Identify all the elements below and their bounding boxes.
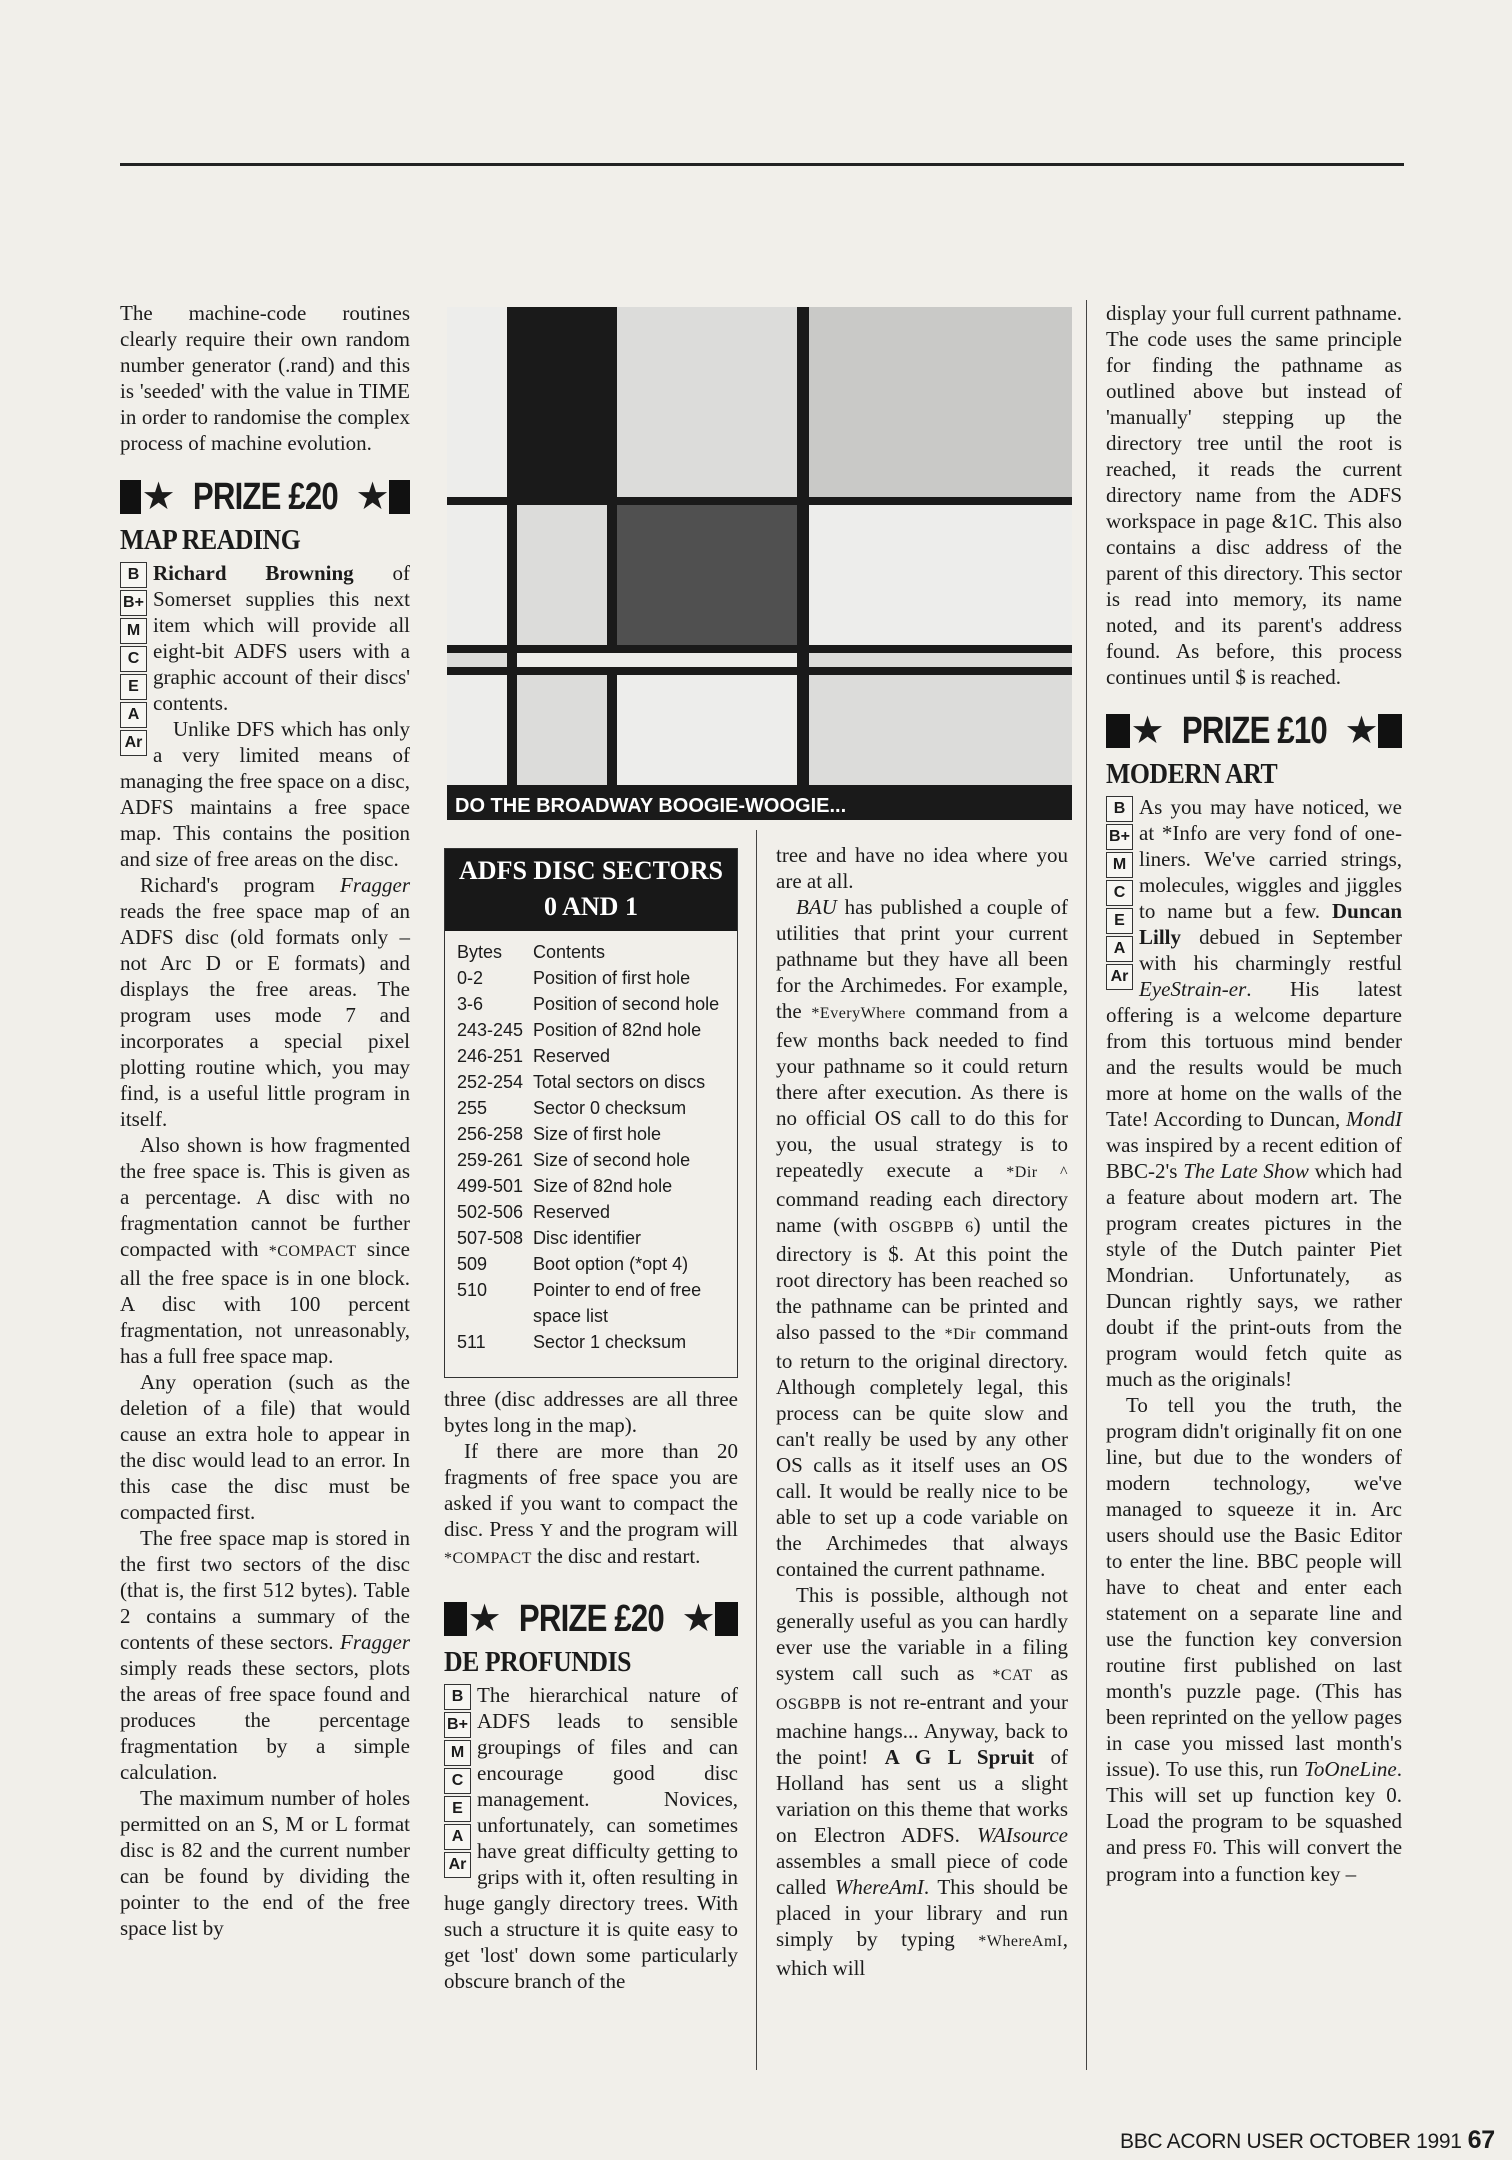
machine-badges bbox=[120, 562, 147, 758]
table-body bbox=[445, 965, 737, 1355]
table-row bbox=[445, 1121, 737, 1147]
bytes-cell: 510 bbox=[457, 1280, 488, 1300]
black-square-icon bbox=[120, 480, 141, 514]
machine-badge: A bbox=[120, 702, 147, 728]
disc-sectors-table bbox=[444, 848, 738, 1378]
contents-cell: Boot option (*opt 4) bbox=[533, 1254, 689, 1274]
mondrian-picture bbox=[447, 307, 1072, 819]
machine-badge: M bbox=[444, 1740, 471, 1766]
mondrian-graphic bbox=[447, 307, 1072, 819]
table-row bbox=[445, 1017, 737, 1043]
machine-badge: Ar bbox=[120, 730, 147, 756]
magazine-issue: BBC ACORN USER OCTOBER 1991 bbox=[1120, 2130, 1462, 2153]
picture-block bbox=[447, 653, 507, 667]
machine-badge: E bbox=[1106, 908, 1133, 934]
bytes-cell: 0-2 bbox=[457, 968, 484, 988]
prize-banner bbox=[1106, 710, 1402, 752]
picture-block bbox=[809, 653, 1072, 667]
machine-badge: Ar bbox=[444, 1852, 471, 1878]
prize-label: PRIZE £20 bbox=[192, 476, 338, 518]
picture-block bbox=[447, 307, 507, 497]
table-row bbox=[445, 1069, 737, 1095]
machine-badges bbox=[444, 1684, 471, 1880]
table-title: ADFS DISC SECTORS 0 AND 1 bbox=[445, 849, 737, 931]
star-icon: ★ bbox=[355, 476, 389, 518]
table-row bbox=[445, 1199, 737, 1225]
machine-badge: A bbox=[444, 1824, 471, 1850]
black-square-icon bbox=[715, 1602, 738, 1636]
machine-badge: B bbox=[120, 562, 147, 588]
table-row bbox=[445, 1043, 737, 1069]
paragraph: BAU has published a couple of utilities that print your current pathname but they have all been for the Archimedes. For example, the *EveryWhere command from a few months back needed to find your pathname so it could return there after execution. As there is no official OS call to do this for you, the usual strategy is to repeatedly execute a *Dir ^ command reading each directory name (with OSGBPB 6) until the directory is $. At this point the root directory has been reached so the pathname can be printed and also passed to the *Dir command to return to the original directory. Although completely legal, this process can be quite slow and can't really be used by any other OS calls as it itself uses an OS call. It would be really nice to be able to set up a code variable on the Archimedes that always contained the current pathname. bbox=[776, 895, 1069, 1581]
star-icon: ★ bbox=[1130, 710, 1164, 752]
table-row bbox=[445, 1173, 737, 1199]
section-heading: MAP READING bbox=[120, 525, 301, 556]
picture-caption: DO THE BROADWAY BOOGIE-WOOGIE... bbox=[447, 792, 1072, 820]
contents-cell: Disc identifier bbox=[533, 1228, 642, 1248]
column-1 bbox=[120, 300, 410, 1941]
picture-block bbox=[517, 653, 797, 667]
paragraph: To tell you the truth, the program didn't originally fit on one line, but due to the wonders of modern technology, we've managed to squeeze it in. Arc users should use the Basic Editor to enter the line. BBC people will have to cheat and enter each statement on a separate line and use the function key conversion routine first published on last month's puzzle page. (This has been reprinted on the yellow pages in case you missed last month's issue). To use this, run ToOneLine. This will set up function key 0. Load the program to be squashed and press F0. This will convert the program into a function key – bbox=[1106, 1393, 1403, 1886]
page-footer bbox=[1120, 2126, 1495, 2155]
machine-badge: B+ bbox=[120, 590, 147, 616]
column-header: Bytes bbox=[457, 942, 503, 962]
contents-cell: Sector 0 checksum bbox=[533, 1098, 687, 1118]
black-square-icon bbox=[1378, 714, 1402, 748]
contents-cell: Size of first hole bbox=[533, 1124, 662, 1144]
paragraph: The maximum number of holes permitted on an S, M or L format disc is 82 and the current number can be found by dividing the pointer to the end of the free space list by bbox=[120, 1786, 410, 1940]
column-3 bbox=[776, 842, 1068, 1981]
contents-cell: Position of second hole bbox=[533, 994, 720, 1014]
table-row bbox=[445, 1095, 737, 1121]
bytes-cell: 259-261 bbox=[457, 1150, 524, 1170]
star-icon: ★ bbox=[141, 476, 175, 518]
picture-block bbox=[617, 307, 797, 497]
contents-cell: Size of second hole bbox=[533, 1150, 691, 1170]
column-2 bbox=[444, 1386, 738, 1994]
black-square-icon bbox=[1106, 714, 1130, 748]
paragraph: Unlike DFS which has only a very limited means of managing the free space on a disc, ADFS maintains a free space map. This contains the position and size of free areas on the disc. bbox=[120, 717, 410, 871]
picture-block bbox=[447, 675, 507, 785]
picture-block bbox=[809, 505, 1072, 645]
bytes-cell: 511 bbox=[457, 1332, 486, 1352]
machine-badge: A bbox=[1106, 936, 1133, 962]
bytes-cell: 507-508 bbox=[457, 1228, 524, 1248]
star-icon: ★ bbox=[1344, 710, 1378, 752]
machine-badge: C bbox=[444, 1768, 471, 1794]
picture-block bbox=[809, 307, 1072, 497]
picture-block bbox=[809, 675, 1072, 785]
table-row bbox=[445, 991, 737, 1017]
bytes-cell: 256-258 bbox=[457, 1124, 524, 1144]
paragraph: The hierarchical nature of ADFS leads to sensible groupings of files and can encourage good disc management. Novices, unfortunately, can sometimes have great difficulty getting to grips with it, often resulting in huge gangly directory trees. With such a structure it is quite easy to get 'lost' down some particularly obscure branch of the bbox=[444, 1683, 738, 1993]
picture-block bbox=[617, 505, 797, 645]
intro-paragraph: The machine-code routines clearly require their own random number generator (.rand) and this is 'seeded' with the value in TIME in order to randomise the complex process of machine evolution. bbox=[120, 301, 410, 455]
table-row bbox=[445, 1147, 737, 1173]
machine-badge: M bbox=[120, 618, 147, 644]
picture-block bbox=[517, 505, 607, 645]
prize-banner bbox=[444, 1598, 738, 1640]
column-4 bbox=[1106, 300, 1402, 1887]
bytes-cell: 252-254 bbox=[457, 1072, 524, 1092]
contents-cell: Position of first hole bbox=[533, 968, 691, 988]
picture-block bbox=[517, 675, 607, 785]
star-icon: ★ bbox=[467, 1598, 501, 1640]
machine-badges bbox=[1106, 796, 1133, 992]
picture-block bbox=[517, 307, 607, 497]
bytes-cell: 255 bbox=[457, 1098, 488, 1118]
table-row bbox=[445, 1251, 737, 1277]
bytes-cell: 502-506 bbox=[457, 1202, 524, 1222]
page-number: 67 bbox=[1467, 2126, 1495, 2154]
table-row bbox=[445, 965, 737, 991]
table-row bbox=[445, 1329, 737, 1355]
bytes-cell: 3-6 bbox=[457, 994, 484, 1014]
contents-cell: Reserved bbox=[533, 1046, 611, 1066]
machine-badge: B+ bbox=[1106, 824, 1133, 850]
paragraph: tree and have no idea where you are at all. bbox=[776, 843, 1068, 893]
prize-label: PRIZE £10 bbox=[1181, 710, 1327, 752]
section-heading: DE PROFUNDIS bbox=[444, 1647, 631, 1678]
machine-badge: B bbox=[444, 1684, 471, 1710]
table-header-row bbox=[445, 939, 737, 965]
column-header: Contents bbox=[533, 942, 606, 962]
contents-cell: Position of 82nd hole bbox=[533, 1020, 702, 1040]
contents-cell: Total sectors on discs bbox=[533, 1072, 706, 1092]
machine-badge: E bbox=[444, 1796, 471, 1822]
header-rule bbox=[120, 163, 1404, 166]
table-row bbox=[445, 1225, 737, 1251]
prize-label: PRIZE £20 bbox=[518, 1598, 664, 1640]
picture-block bbox=[617, 675, 797, 785]
bytes-cell: 243-245 bbox=[457, 1020, 524, 1040]
author-name: Richard Browning bbox=[153, 561, 354, 585]
column-divider bbox=[1086, 300, 1087, 2070]
picture-block bbox=[447, 505, 507, 645]
column-divider bbox=[756, 830, 757, 2070]
machine-badge: C bbox=[120, 646, 147, 672]
contents-cell: Size of 82nd hole bbox=[533, 1176, 673, 1196]
paragraph: As you may have noticed, we at *Info are very fond of one-liners. We've carried strings, molecules, wiggles and jiggles to name but a few. Duncan Lilly debued in September with his charmingly restful EyeStrain-er. His latest offering is a welcome departure from this tortuous mind bender and the results would be much more at home on the walls of the Tate! According to Duncan, MondI was inspired by a recent edition of BBC-2's The Late Show which had a feature about modern art. The program creates pictures in the style of the Dutch painter Piet Mondrian. Unfortunately, as Duncan rightly says, we rather doubt if the print-outs from the program would fetch quite as much as the originals! bbox=[1106, 795, 1402, 1391]
section-heading: MODERN ART bbox=[1106, 759, 1278, 790]
machine-badge: B bbox=[1106, 796, 1133, 822]
machine-badge: Ar bbox=[1106, 964, 1133, 990]
paragraph: display your full current pathname. The code uses the same principle for finding the pathname as outlined above but instead of 'manually' stepping up the directory tree until the root is reached, it reads the current directory name from the ADFS workspace in page &1C. This also contains a disc address of the parent of this directory. This sector is read into memory, its name noted, and its parent's address found. As before, this process continues until $ is reached. bbox=[1106, 301, 1402, 689]
black-square-icon bbox=[444, 1602, 467, 1636]
paragraph: three (disc addresses are all three bytes long in the map). bbox=[444, 1387, 738, 1437]
prize-banner bbox=[120, 476, 410, 518]
lead-paragraph: Richard Browning of Somerset supplies this next item which will provide all eight-bit ADFS users with a graphic account of their discs' contents. bbox=[153, 561, 410, 715]
machine-badge: M bbox=[1106, 852, 1133, 878]
paragraph: The free space map is stored in the first two sectors of the disc (that is, the first 512 bytes). Table 2 contains a summary of the contents of these sectors. Fragger simply reads these sectors, plots the areas of free space found and produces the percentage fragmentation by a simple calculation. bbox=[120, 1526, 410, 1784]
paragraph: Any operation (such as the deletion of a file) that would cause an extra hole to appear in the disc would lead to an error. In this case the disc must be compacted first. bbox=[120, 1370, 410, 1524]
paragraph: Also shown is how fragmented the free space is. This is given as a percentage. A disc with no fragmentation cannot be further compacted with *COMPACT since all the free space is in one block. A disc with 100 percent fragmentation, not unreasonably, has a full free space map. bbox=[120, 1133, 410, 1368]
contents-cell: Reserved bbox=[533, 1202, 611, 1222]
bytes-cell: 246-251 bbox=[457, 1046, 524, 1066]
paragraph: If there are more than 20 fragments of free space you are asked if you want to compact the disc. Press Y and the program will *COMPACT the disc and restart. bbox=[444, 1439, 738, 1568]
machine-badge: B+ bbox=[444, 1712, 471, 1738]
bytes-cell: 499-501 bbox=[457, 1176, 524, 1196]
paragraph: This is possible, although not generally useful as you can hardly ever use the variable in a filing system call such as *CAT as OSGBPB is not re-entrant and your machine hangs... Anyway, back to the point! A G L Spruit of Holland has sent us a slight variation on this theme that works on Electron ADFS. WAIsource assembles a small piece of code called WhereAmI. This should be placed in your library and run simply by typing *WhereAmI, which will bbox=[776, 1583, 1068, 1980]
contents-cell: Pointer to end of free space list bbox=[533, 1280, 702, 1326]
bytes-cell: 509 bbox=[457, 1254, 488, 1274]
machine-badge: C bbox=[1106, 880, 1133, 906]
machine-badge: E bbox=[120, 674, 147, 700]
star-icon: ★ bbox=[681, 1598, 715, 1640]
table-row bbox=[445, 1277, 737, 1329]
contents-cell: Sector 1 checksum bbox=[533, 1332, 687, 1352]
paragraph: Richard's program Fragger reads the free space map of an ADFS disc (old formats only – not Arc D or E formats) and displays the free areas. The program uses mode 7 and incorporates a special pixel plotting routine which, you may find, is a useful little program in itself. bbox=[120, 873, 410, 1131]
black-square-icon bbox=[389, 480, 410, 514]
